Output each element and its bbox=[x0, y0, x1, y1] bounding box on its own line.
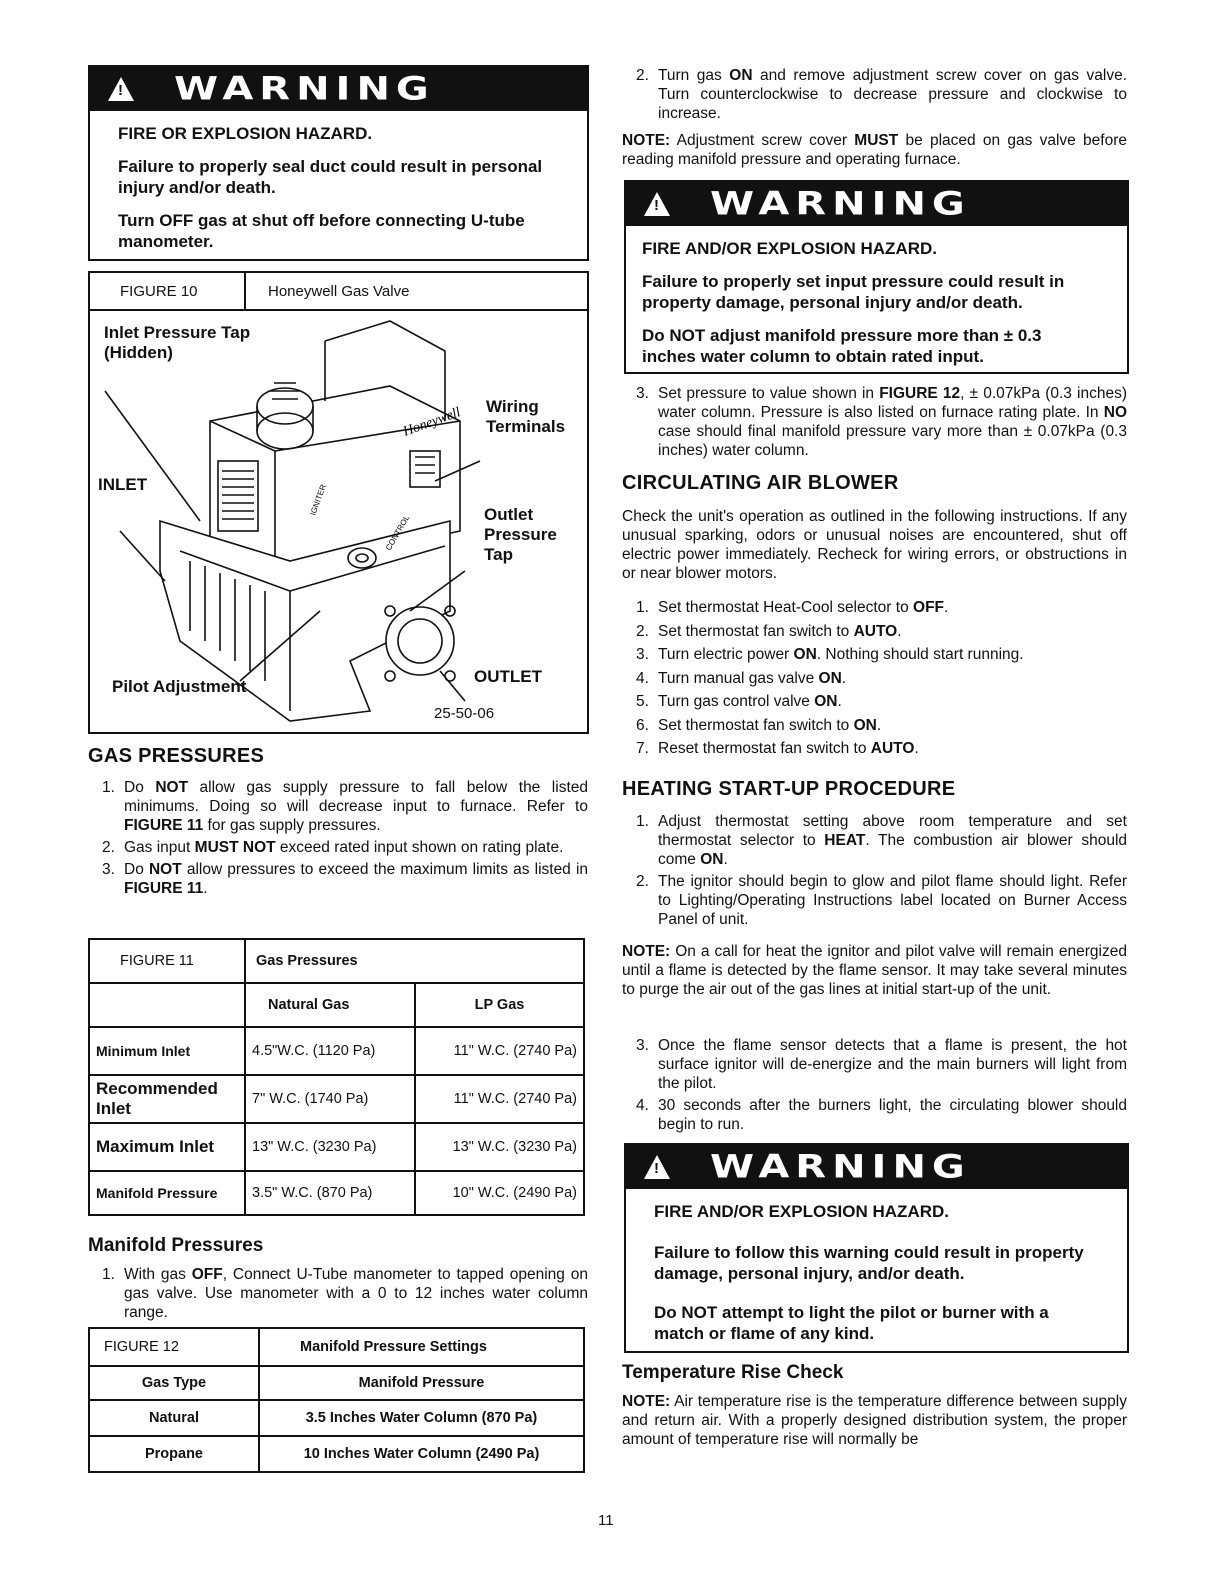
manifold-list bbox=[88, 1265, 588, 1325]
list-item: 6. Set thermostat fan switch to ON. bbox=[636, 716, 882, 734]
cell-lp: 11" W.C. (2740 Pa) bbox=[415, 1075, 584, 1123]
heating-list-b bbox=[622, 1036, 1127, 1137]
figure-number: FIGURE 10 bbox=[90, 273, 246, 309]
figure-number: FIGURE 11 bbox=[89, 939, 245, 983]
note-adjustment-cover: NOTE: Adjustment screw cover MUST be placed on gas valve before reading manifold pressure and operating furnace. bbox=[622, 132, 1127, 168]
cell-lp: 13" W.C. (3230 Pa) bbox=[415, 1123, 584, 1171]
col-header-natural: Natural Gas bbox=[245, 983, 415, 1027]
row-label: Manifold Pressure bbox=[89, 1171, 245, 1215]
list-item: 1. Set thermostat Heat-Cool selector to OFF. bbox=[636, 599, 949, 616]
row-label: Minimum Inlet bbox=[89, 1027, 245, 1075]
list-item: 2. Set thermostat fan switch to AUTO. bbox=[636, 622, 902, 640]
warning-box-3 bbox=[624, 1143, 1129, 1353]
list-item: 1. Adjust thermostat setting above room temperature and set thermostat selector to HEAT. The combustion air blower should come ON. bbox=[636, 813, 1128, 868]
cell-lp: 10" W.C. (2490 Pa) bbox=[415, 1171, 584, 1215]
warning-triangle-icon: ! bbox=[644, 192, 670, 216]
figure-12 bbox=[88, 1327, 585, 1473]
brand-mark: Honeywell bbox=[401, 405, 463, 440]
gas-pressures-list bbox=[88, 778, 588, 901]
inlet-pressure-tap-label: Inlet Pressure Tap (Hidden) bbox=[104, 323, 251, 362]
warning-triangle-icon: ! bbox=[108, 77, 134, 101]
row-label: Maximum Inlet bbox=[89, 1123, 245, 1171]
warning-line-2: Failure to follow this warning could result in property damage, personal injury, and/or death. bbox=[654, 1243, 1084, 1283]
manifold-settings-table bbox=[88, 1327, 585, 1473]
warning-line-1: FIRE OR EXPLOSION HAZARD. bbox=[118, 124, 373, 143]
list-item: 3. Do NOT allow pressures to exceed the maximum limits as listed in FIGURE 11. bbox=[102, 861, 589, 897]
page-number: 11 bbox=[598, 1512, 614, 1529]
figure-11 bbox=[88, 938, 585, 1216]
figure-title: Manifold Pressure Settings bbox=[259, 1328, 584, 1366]
cell-manifold-pressure: 10 Inches Water Column (2490 Pa) bbox=[259, 1436, 584, 1472]
list-item: 2. The ignitor should begin to glow and pilot flame should light. Refer to Lighting/Operating Instructions label located on Burner Access Panel of unit. bbox=[636, 873, 1127, 928]
warning-word: WARNING bbox=[710, 185, 971, 223]
list-item: 3. Once the flame sensor detects that a flame is present, the hot surface ignitor will de-energize and the main burners will light from the pilot. bbox=[636, 1037, 1127, 1092]
warning-line-1: FIRE AND/OR EXPLOSION HAZARD. bbox=[642, 239, 937, 258]
wiring-terminals-label: Wiring Terminals bbox=[486, 397, 566, 436]
gas-pressures-table bbox=[88, 938, 585, 1216]
warning-line-3: Turn OFF gas at shut off before connecting U-tube manometer. bbox=[118, 211, 525, 251]
warning-line-3: Do NOT adjust manifold pressure more than ± 0.3 inches water column to obtain rated input. bbox=[642, 326, 1042, 366]
warning-word: WARNING bbox=[710, 1148, 971, 1186]
heating-list-a bbox=[622, 812, 1127, 932]
col-header-lp: LP Gas bbox=[415, 983, 584, 1027]
note-heat-call: NOTE: On a call for heat the ignitor and pilot valve will remain energized until a flame is detected by the flame sensor. It may take several minutes to purge the air out of the gas lines at initial start-up of the unit. bbox=[622, 943, 1127, 998]
warning-header bbox=[626, 1145, 1127, 1189]
cell-natural: 13" W.C. (3230 Pa) bbox=[245, 1123, 415, 1171]
list-item: 1. Do NOT allow gas supply pressure to fall below the listed minimums. Doing so will decrease input to furnace. Refer to FIGURE 11 for gas supply pressures. bbox=[102, 779, 588, 834]
figure-number: FIGURE 12 bbox=[89, 1328, 259, 1366]
list-item: 3. Turn electric power ON. Nothing should start running. bbox=[636, 646, 1024, 663]
cell-natural: 7" W.C. (1740 Pa) bbox=[245, 1075, 415, 1123]
blower-intro: Check the unit's operation as outlined in the following instructions. If any unusual sparking, odors or unusual noises are encountered, shut off electric power immediately. Recheck for wiring errors, or obstructions in or near blower motors. bbox=[622, 508, 1127, 582]
cell-natural: 3.5" W.C. (870 Pa) bbox=[245, 1171, 415, 1215]
cell-gas-type: Propane bbox=[89, 1436, 259, 1472]
outlet-pressure-tap-label: Outlet Pressure Tap bbox=[484, 505, 557, 564]
gas-pressures-heading: GAS PRESSURES bbox=[88, 745, 265, 767]
manifold-pressures-heading: Manifold Pressures bbox=[88, 1235, 264, 1256]
col-header-manifold-pressure: Manifold Pressure bbox=[259, 1366, 584, 1400]
figure-title: Honeywell Gas Valve bbox=[268, 282, 410, 300]
control-mark: CONTROL bbox=[383, 513, 412, 552]
list-item: 7. Reset thermostat fan switch to AUTO. bbox=[636, 740, 919, 757]
blower-heading: CIRCULATING AIR BLOWER bbox=[622, 472, 899, 494]
figure-10 bbox=[88, 271, 589, 734]
col-header-gas-type: Gas Type bbox=[89, 1366, 259, 1400]
figure-code: 25-50-06 bbox=[434, 705, 495, 722]
cell-lp: 11" W.C. (2740 Pa) bbox=[415, 1027, 584, 1075]
warning-box-1 bbox=[88, 65, 589, 261]
warning-word: WARNING bbox=[174, 70, 435, 108]
list-item: 1. With gas OFF, Connect U-Tube manometer to tapped opening on gas valve. Use manometer with a 0 to 12 inches water column range. bbox=[102, 1266, 588, 1321]
list-item: 5. Turn gas control valve ON. bbox=[636, 693, 842, 710]
outlet-label: OUTLET bbox=[474, 667, 542, 686]
pilot-adjustment-label: Pilot Adjustment bbox=[112, 677, 247, 696]
warning-box-2 bbox=[624, 180, 1129, 374]
row-label: Recommended Inlet bbox=[89, 1075, 245, 1123]
heating-heading: HEATING START-UP PROCEDURE bbox=[622, 778, 956, 800]
warning-line-3: Do NOT attempt to light the pilot or burner with a match or flame of any kind. bbox=[654, 1303, 1049, 1343]
manifold-step-3 bbox=[622, 384, 1127, 463]
warning-header bbox=[90, 67, 587, 111]
blower-list bbox=[622, 598, 1127, 763]
warning-triangle-icon: ! bbox=[644, 1155, 670, 1179]
temperature-rise-heading: Temperature Rise Check bbox=[622, 1362, 844, 1383]
cell-gas-type: Natural bbox=[89, 1400, 259, 1436]
list-item: 2. Turn gas ON and remove adjustment screw cover on gas valve. Turn counterclockwise to decrease pressure and clockwise to increase. bbox=[636, 67, 1128, 122]
list-item: 3. Set pressure to value shown in FIGURE 12, ± 0.07kPa (0.3 inches) water column. Pressure is also listed on furnace rating plate. In NO case should final manifold pressure vary more than ± 0.07kPa (0.3 inches) water column. bbox=[636, 385, 1127, 459]
list-item: 2. Gas input MUST NOT exceed rated input shown on rating plate. bbox=[102, 839, 564, 856]
warning-line-2: Failure to properly seal duct could result in personal injury and/or death. bbox=[118, 157, 543, 197]
warning-line-2: Failure to properly set input pressure could result in property damage, personal injury and/or death. bbox=[642, 272, 1065, 312]
cell-manifold-pressure: 3.5 Inches Water Column (870 Pa) bbox=[259, 1400, 584, 1436]
manifold-steps-continued bbox=[622, 66, 1127, 126]
cell-natural: 4.5"W.C. (1120 Pa) bbox=[245, 1027, 415, 1075]
inlet-label: INLET bbox=[98, 475, 148, 494]
figure-title: Gas Pressures bbox=[245, 939, 584, 983]
list-item: 4. 30 seconds after the burners light, the circulating blower should begin to run. bbox=[636, 1097, 1127, 1133]
temperature-rise-note: NOTE: Air temperature rise is the temperature difference between supply and return air. With a properly designed distribution system, the proper amount of temperature rise will normally be bbox=[622, 1393, 1127, 1448]
warning-header bbox=[626, 182, 1127, 226]
warning-line-1: FIRE AND/OR EXPLOSION HAZARD. bbox=[654, 1202, 949, 1221]
list-item: 4. Turn manual gas valve ON. bbox=[636, 669, 847, 687]
igniter-mark: IGNITER bbox=[308, 483, 328, 517]
